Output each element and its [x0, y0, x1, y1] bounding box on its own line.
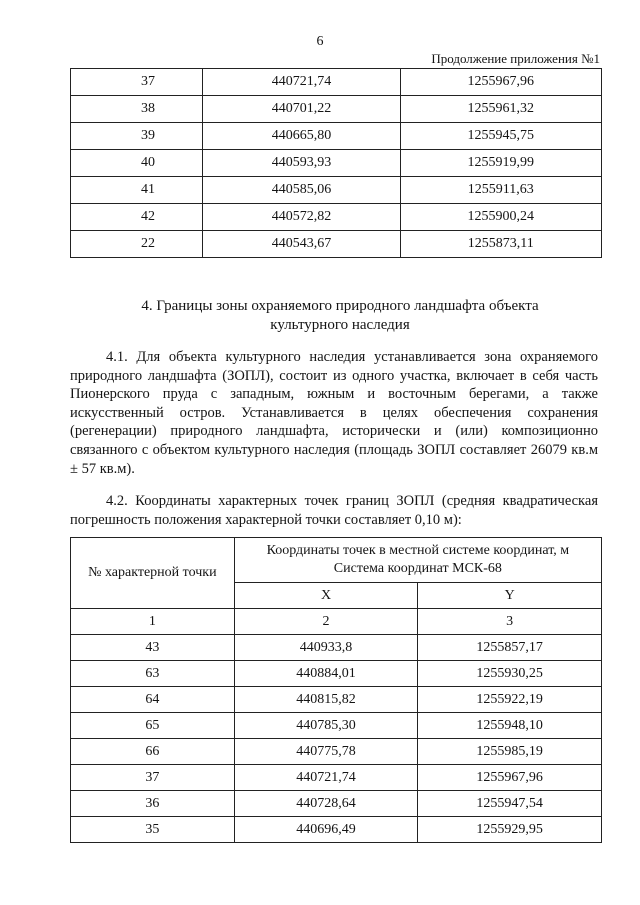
point-number-cell: 41: [71, 177, 203, 204]
x-coordinate-cell: 440543,67: [203, 231, 400, 258]
y-coordinate-cell: 1255961,32: [400, 96, 602, 123]
section-heading: [110, 297, 570, 335]
point-number-cell: 64: [71, 687, 235, 713]
paragraph-4-1: 4.1. Для объекта культурного наследия устанавливается зона охраняемого природного ландшафта (ЗОПЛ), состоит из одного участка, включает в себя часть Пионерского пруда с западным, южным и восточным берегами, а также искусственный остров. Устанавливается в целях обеспечения сохранения (регенерации) природного ландшафта, исторически и (или) композиционно связанного с объектом культурного наследия (площадь ЗОПЛ составляет 26079 кв.м ± 57 кв.м).: [70, 349, 598, 477]
x-coordinate-cell: 440785,30: [234, 713, 418, 739]
point-number-cell: 66: [71, 739, 235, 765]
paragraph-4-2: 4.2. Координаты характерных точек границ ЗОПЛ (средняя квадратическая погрешность положения характерной точки составляет 0,10 м):: [70, 493, 598, 528]
table-header-row: [71, 538, 602, 583]
column-number: 3: [418, 609, 602, 635]
y-coordinate-cell: 1255967,96: [418, 765, 602, 791]
x-header: X: [234, 583, 418, 609]
table-row: [71, 765, 602, 791]
y-coordinate-cell: 1255873,11: [400, 231, 602, 258]
point-number-cell: 42: [71, 204, 203, 231]
y-coordinate-cell: 1255919,99: [400, 150, 602, 177]
column-number: 1: [71, 609, 235, 635]
table-row: [71, 123, 602, 150]
point-number-header: № характерной точки: [71, 538, 235, 609]
y-coordinate-cell: 1255922,19: [418, 687, 602, 713]
point-number-cell: 63: [71, 661, 235, 687]
y-coordinate-cell: 1255929,95: [418, 817, 602, 843]
zopl-coordinates-table: [70, 537, 602, 843]
page-number: 6: [316, 34, 324, 49]
y-coordinate-cell: 1255857,17: [418, 635, 602, 661]
table-row: [71, 69, 602, 96]
point-number-cell: 35: [71, 817, 235, 843]
y-header: Y: [418, 583, 602, 609]
section-heading-line-2: культурного наследия: [270, 317, 410, 333]
point-number-cell: 40: [71, 150, 203, 177]
x-coordinate-cell: 440593,93: [203, 150, 400, 177]
point-number-cell: 39: [71, 123, 203, 150]
y-coordinate-cell: 1255948,10: [418, 713, 602, 739]
table-row: [71, 635, 602, 661]
x-coordinate-cell: 440585,06: [203, 177, 400, 204]
point-number-cell: 43: [71, 635, 235, 661]
section-heading-line-1: 4. Границы зоны охраняемого природного ландшафта объекта: [141, 298, 539, 314]
y-coordinate-cell: 1255900,24: [400, 204, 602, 231]
point-number-cell: 37: [71, 69, 203, 96]
table-row: [71, 713, 602, 739]
table-row: [71, 177, 602, 204]
point-number-cell: 65: [71, 713, 235, 739]
x-coordinate-cell: 440933,8: [234, 635, 418, 661]
y-coordinate-cell: 1255930,25: [418, 661, 602, 687]
point-number-cell: 37: [71, 765, 235, 791]
x-coordinate-cell: 440665,80: [203, 123, 400, 150]
x-coordinate-cell: 440721,74: [234, 765, 418, 791]
table-row: [71, 739, 602, 765]
coordinates-header-line-2: Система координат МСК-68: [333, 561, 502, 576]
table-row: [71, 687, 602, 713]
point-number-cell: 38: [71, 96, 203, 123]
table-row: [71, 791, 602, 817]
table-row: [71, 150, 602, 177]
x-coordinate-cell: 440775,78: [234, 739, 418, 765]
y-coordinate-cell: 1255985,19: [418, 739, 602, 765]
coordinates-table-continued: [70, 68, 602, 258]
y-coordinate-cell: 1255945,75: [400, 123, 602, 150]
point-number-cell: 36: [71, 791, 235, 817]
x-coordinate-cell: 440728,64: [234, 791, 418, 817]
x-coordinate-cell: 440696,49: [234, 817, 418, 843]
column-number: 2: [234, 609, 418, 635]
continuation-note: Продолжение приложения №1: [431, 51, 600, 66]
coordinates-header: [234, 538, 601, 583]
point-number-cell: 22: [71, 231, 203, 258]
table-row: [71, 231, 602, 258]
table-row: [71, 96, 602, 123]
y-coordinate-cell: 1255911,63: [400, 177, 602, 204]
coordinates-header-line-1: Координаты точек в местной системе координат, м: [266, 543, 570, 558]
table-row: [71, 661, 602, 687]
y-coordinate-cell: 1255967,96: [400, 69, 602, 96]
table-row: [71, 204, 602, 231]
x-coordinate-cell: 440815,82: [234, 687, 418, 713]
x-coordinate-cell: 440884,01: [234, 661, 418, 687]
x-coordinate-cell: 440572,82: [203, 204, 400, 231]
y-coordinate-cell: 1255947,54: [418, 791, 602, 817]
table-row: [71, 817, 602, 843]
x-coordinate-cell: 440721,74: [203, 69, 400, 96]
x-coordinate-cell: 440701,22: [203, 96, 400, 123]
column-numbering-row: [71, 609, 602, 635]
